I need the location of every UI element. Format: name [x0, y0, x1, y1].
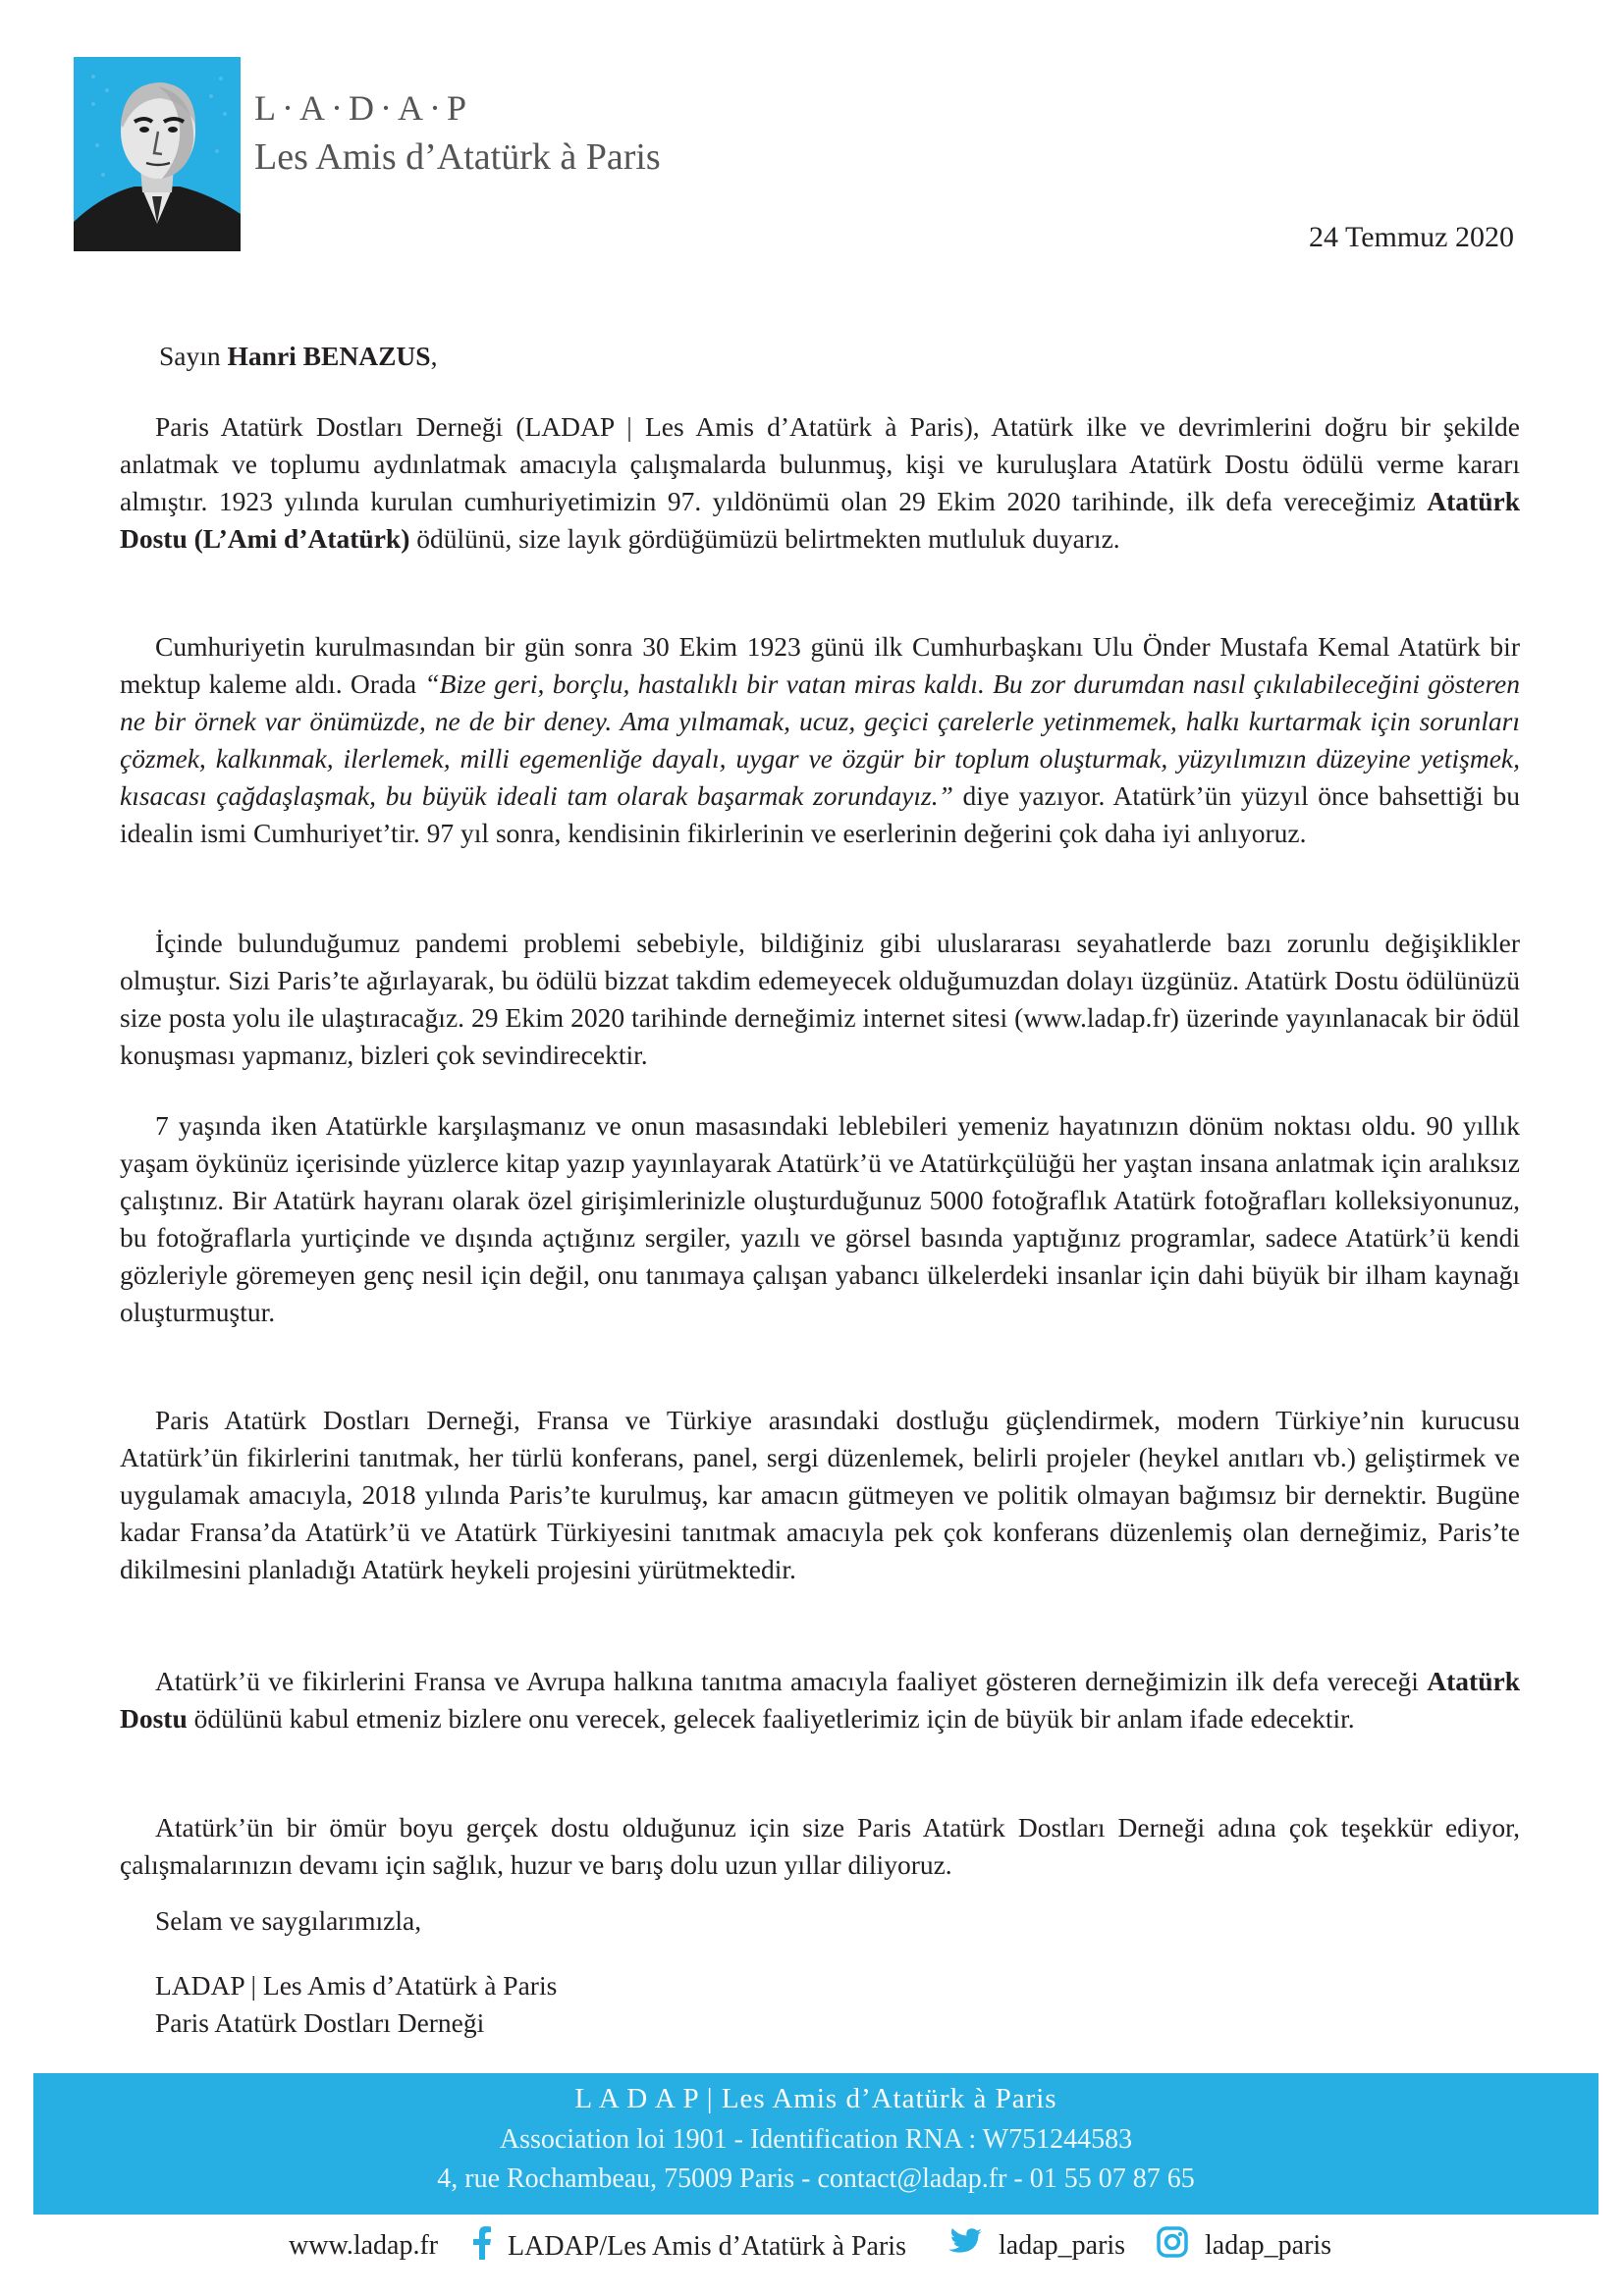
social-links-row — [0, 2226, 1624, 2266]
brand-block — [254, 86, 661, 181]
paragraph-text: Atatürk’ü ve fikirlerini Fransa ve Avrupa halkına tanıtma amacıyla faaliyet gösteren derneğimizin ilk defa vereceği — [155, 1666, 1428, 1696]
website-link[interactable]: www.ladap.fr — [289, 2230, 439, 2261]
paragraph-association: Paris Atatürk Dostları Derneği, Fransa ve Türkiye arasındaki dostluğu güçlendirmek, modern Türkiye’nin kurucusu Atatürk’ün fikirlerini tanıtmak, her türlü konferans, panel, sergi düzenlemek, belirli projeler (heykel anıtları vb.) geliştirmek ve uygulamak amacıyla, 2018 yılında Paris’te kurulmuş, kar amacın gütmeyen ve politik olmayan bağımsız bir dernektir. Bugüne kadar Fransa’da Atatürk’ü ve Atatürk Türkiyesini tanıtmak amacıyla pek çok konferans düzenlemiş olan derneğimiz, Paris’te dikilmesini planladığı Atatürk heykeli projesini yürütmektedir. — [120, 1405, 1520, 1584]
salutation-suffix: , — [430, 341, 438, 371]
footer-organization: L A D A P | Les Amis d’Atatürk à Paris — [574, 2083, 1057, 2114]
footer-contact: 4, rue Rochambeau, 75009 Paris - contact@ladap.fr - 01 55 07 87 65 — [437, 2163, 1195, 2194]
brand-acronym: L·A·D·A·P — [254, 88, 472, 128]
closing-greeting: Selam ve saygılarımızla, — [155, 1905, 422, 1936]
portrait-image — [74, 57, 241, 251]
instagram-link[interactable] — [1157, 2226, 1331, 2269]
ataturk-quote: “Bize geri, borçlu, hastalıklı bir vatan miras kaldı. Bu zor durumdan nasıl çıkılabileceğini gösteren ne bir örnek var önümüzde, ne de bir deney. Ama yılmamak, ucuz, geçici çarelerle yetinmemek, halkı kurtarmak için sorunları çözmek, kalkınmak, ilerlemek, milli egemenliğe dayalı, uygar ve özgür bir toplum oluşturmak, yüzyılımızın düzeyine yetişmek, kısacası çağdaşlaşmak, bu büyük ideali tam olarak başarmak zorundayız.” — [120, 668, 1520, 811]
atatürk-portrait-logo — [74, 57, 241, 251]
instagram-icon — [1157, 2226, 1188, 2269]
paragraph-ataturk-letter — [120, 628, 1520, 852]
twitter-link[interactable] — [948, 2226, 1125, 2268]
paragraph-text: Cumhuriyetin kurulmasından bir gün sonra 30 Ekim 1923 günü ilk Cumhurbaşkanı Ulu Önder Mustafa Kemal Atatürk bir mektup kaleme aldı. Orada — [120, 631, 1520, 699]
award-name: Atatürk Dostu — [120, 1666, 1520, 1734]
twitter-handle: ladap_paris — [999, 2230, 1126, 2261]
twitter-icon — [948, 2228, 982, 2268]
paragraph-biography: 7 yaşında iken Atatürkle karşılaşmanız ve onun masasındaki leblebileri yemeniz hayatınızın dönüm noktası oldu. 90 yıllık yaşam öykünüz içerisinde yüzlerce kitap yazıp yayınlayarak Atatürk’ü ve Atatürkçülüğü her yaştan insana anlatmak için aralıksız çalıştınız. Bir Atatürk hayranı olarak özel girişimlerinizle oluşturduğunuz 5000 fotoğraflık Atatürk fotoğrafları kolleksiyonunuz, bu fotoğraflarla yurtiçinde ve dışında açtığınız sergiler, yazılı ve görsel basında yaptığınız programlar, sadece Atatürk’ü kendi gözleriyle göremeyen genç nesil için değil, onu tanımaya çalışan yabancı ülkelerdeki insanlar için dahi büyük bir ilham kaynağı oluşturmuştur. — [120, 1110, 1520, 1327]
facebook-handle: LADAP/Les Amis d’Atatürk à Paris — [508, 2231, 906, 2263]
footer-registration: Association loi 1901 - Identification RNA : W751244583 — [499, 2124, 1133, 2155]
facebook-link[interactable] — [471, 2226, 906, 2271]
paragraph-award-announcement — [120, 408, 1520, 558]
salutation-prefix: Sayın — [159, 341, 228, 371]
paragraph-text: diye yazıyor. Atatürk’ün yüzyıl önce bahsettiği bu idealin ismi Cumhuriyet’tir. 97 yıl sonra, kendisinin fikirlerinin ve eserlerinin değerini çok daha iyi anlıyoruz. — [120, 780, 1520, 848]
award-name: Atatürk Dostu (L’Ami d’Atatürk) — [120, 486, 1520, 554]
salutation — [159, 338, 1514, 375]
footer-band — [33, 2073, 1598, 2215]
instagram-handle: ladap_paris — [1205, 2230, 1332, 2262]
letter-date: 24 Temmuz 2020 — [1309, 221, 1514, 253]
facebook-icon — [471, 2226, 493, 2271]
paragraph-text: Paris Atatürk Dostları Derneği (LADAP | Les Amis d’Atatürk à Paris), Atatürk ilke ve devrimlerini doğru bir şekilde anlatmak ve toplumu aydınlatmak amacıyla çalışmalarda bulunmuş, kişi ve kuruluşlara Atatürk Dostu ödülü verme kararı almıştır. 1923 yılında kurulan cumhuriyetimizin 97. yıldönümü olan 29 Ekim 2020 tarihinde, ilk defa vereceğimiz — [120, 411, 1520, 516]
signature-line-2: Paris Atatürk Dostları Derneği — [155, 2007, 485, 2038]
signature-line-1: LADAP | Les Amis d’Atatürk à Paris — [155, 1970, 558, 2001]
paragraph-pandemic: İçinde bulunduğumuz pandemi problemi sebebiyle, bildiğiniz gibi uluslararası seyahatlerde bazı zorunlu değişiklikler olmuştur. Sizi Paris’te ağırlayarak, bu ödülü bizzat takdim edemeyecek olduğumuzdan dolayı üzgünüz. Atatürk Dostu ödülünüzü size posta yolu ile ulaştıracağız. 29 Ekim 2020 tarihinde derneğimiz internet sitesi (www.ladap.fr) üzerinde yayınlanacak bir ödül konuşması yapmanız, bizleri çok sevindirecektir. — [120, 928, 1520, 1070]
recipient-name: Hanri BENAZUS — [227, 341, 431, 371]
paragraph-award-meaning — [120, 1663, 1520, 1737]
paragraph-text: ödülünü kabul etmeniz bizlere onu verecek, gelecek faaliyetlerimiz için de büyük bir anlam ifade edecektir. — [187, 1703, 1355, 1734]
brand-name: Les Amis d’Atatürk à Paris — [254, 136, 661, 178]
paragraph-thanks: Atatürk’ün bir ömür boyu gerçek dostu olduğunuz için size Paris Atatürk Dostları Derneği adına çok teşekkür ediyor, çalışmalarınızın devamı için sağlık, huzur ve barış dolu uzun yıllar diliyoruz. — [120, 1812, 1520, 1880]
paragraph-text: ödülünü, size layık gördüğümüzü belirtmekten mutluluk duyarız. — [409, 523, 1120, 554]
